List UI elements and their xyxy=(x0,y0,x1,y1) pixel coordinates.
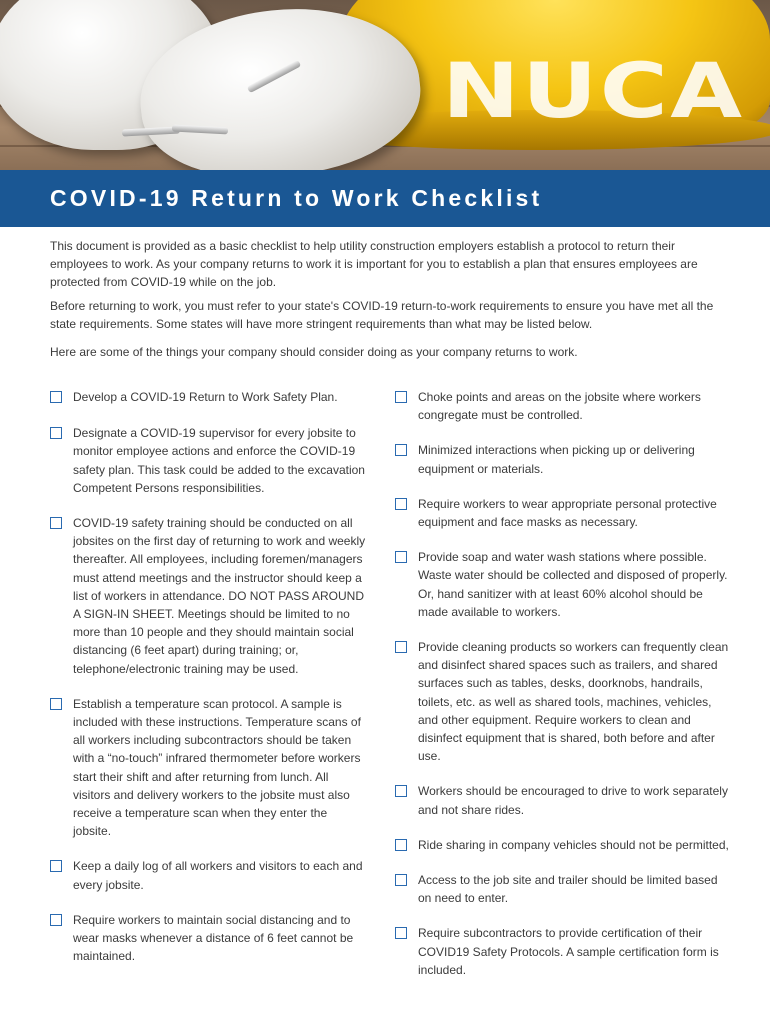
checkbox[interactable] xyxy=(50,698,62,710)
checklist-item-text: Choke points and areas on the jobsite where workers congregate must be controlled. xyxy=(418,390,701,423)
checklist-left-column xyxy=(50,388,368,965)
checkbox[interactable] xyxy=(50,914,62,926)
checkbox[interactable] xyxy=(50,517,62,529)
intro-paragraph-3: Here are some of the things your company should consider doing as your company returns to work. xyxy=(50,345,578,359)
checklist-item-text: Establish a temperature scan protocol. A sample is included with these instructions. Temperature scans of all workers including subcontractors should be taken with a “no-touch” infrared thermometer before workers start their shift and after returning from lunch. All visitors and delivery workers to the jobsite must also receive a temperature scan when they enter the jobsite. xyxy=(73,696,361,839)
checklist-item xyxy=(50,857,368,893)
checklist-item-text: Develop a COVID-19 Return to Work Safety Plan. xyxy=(73,390,338,404)
checklist-item xyxy=(395,638,730,765)
checklist-item xyxy=(395,548,730,621)
checklist-item-text: Keep a daily log of all workers and visitors to each and every jobsite. xyxy=(73,859,363,892)
nuca-logo: NUCA xyxy=(442,46,745,135)
checkbox[interactable] xyxy=(395,785,407,797)
checklist-item-text: Provide cleaning products so workers can frequently clean and disinfect shared spaces such as trailers, and shared surfaces such as tables, desks, doorknobs, handrails, toilets, etc. as well as shared tools, machines, vehicles, and other equipment. Require workers to clean and disinfect equipment that is shared, both before and after use. xyxy=(418,640,729,764)
checklist-item xyxy=(395,495,730,531)
checklist-item-text: Require workers to maintain social distancing and to wear masks whenever a distance of 6 feet cannot be maintained. xyxy=(73,912,354,964)
checkbox[interactable] xyxy=(395,551,407,563)
intro-paragraph-2: Before returning to work, you must refer to your state's COVID-19 return-to-work requirements to ensure you have met all the state requirements. Some states will have more stringent requirements than what may be listed below. xyxy=(50,299,714,331)
checklist-item xyxy=(395,836,730,854)
checklist-item xyxy=(50,514,368,678)
checkbox[interactable] xyxy=(395,498,407,510)
checklist-item-text: Workers should be encouraged to drive to work separately and not share rides. xyxy=(418,784,728,817)
checklist-item xyxy=(395,924,730,979)
checklist-item-text: Minimized interactions when picking up or delivering equipment or materials. xyxy=(418,443,695,476)
checklist-item xyxy=(50,695,368,841)
checklist-item-text: Access to the job site and trailer should be limited based on need to enter. xyxy=(418,873,718,906)
checklist-item xyxy=(395,388,730,424)
page-title: COVID-19 Return to Work Checklist xyxy=(50,185,543,211)
checklist-item-text: Designate a COVID-19 supervisor for every jobsite to monitor employee actions and enforce the COVID-19 safety plan. This task could be added to the excavation Competent Persons responsibilities. xyxy=(73,426,365,495)
checklist-item-text: COVID-19 safety training should be conducted on all jobsites on the first day of returning to work and weekly thereafter. All employees, including foremen/managers must attend meetings and the instructor should keep a list of workers in attendance. DO NOT PASS AROUND A SIGN-IN SHEET. Meetings should be limited to no more than 10 people and they should maintain social distancing (6 feet apart) during training; or, telephone/electronic training may be used. xyxy=(73,516,366,676)
checklist-item xyxy=(395,871,730,907)
checkbox[interactable] xyxy=(50,391,62,403)
checklist-item-text: Require workers to wear appropriate personal protective equipment and face masks as necessary. xyxy=(418,496,717,530)
title-banner xyxy=(0,170,770,227)
checklist-item xyxy=(395,441,730,477)
intro-text xyxy=(50,237,730,367)
intro-paragraph-1: This document is provided as a basic checklist to help utility construction employers establish a protocol to return their employees to work. As your company returns to work it is important for you to establish a plan that ensures employees are protected from COVID-19 while on the job. xyxy=(50,239,698,289)
header-photo xyxy=(0,0,770,170)
checklist-item xyxy=(50,424,368,497)
checkbox[interactable] xyxy=(50,860,62,872)
checkbox[interactable] xyxy=(395,927,407,939)
checkbox[interactable] xyxy=(50,427,62,439)
checkbox[interactable] xyxy=(395,444,407,456)
checkbox[interactable] xyxy=(395,874,407,886)
checklist-right-column xyxy=(395,388,730,979)
checklist-item xyxy=(50,911,368,966)
checklist-item-text: Provide soap and water wash stations where possible. Waste water should be collected and disposed of properly. Or, hand sanitizer with at least 60% alcohol should be made available to workers. xyxy=(418,550,728,619)
checklist-item-text: Ride sharing in company vehicles should not be permitted, xyxy=(418,837,729,852)
checkbox[interactable] xyxy=(395,641,407,653)
checkbox[interactable] xyxy=(395,839,407,851)
checklist-item-text: Require subcontractors to provide certification of their COVID19 Safety Protocols. A sample certification form is included. xyxy=(418,926,719,977)
checkbox[interactable] xyxy=(395,391,407,403)
checklist-item xyxy=(395,782,730,818)
checklist-item xyxy=(50,388,368,406)
